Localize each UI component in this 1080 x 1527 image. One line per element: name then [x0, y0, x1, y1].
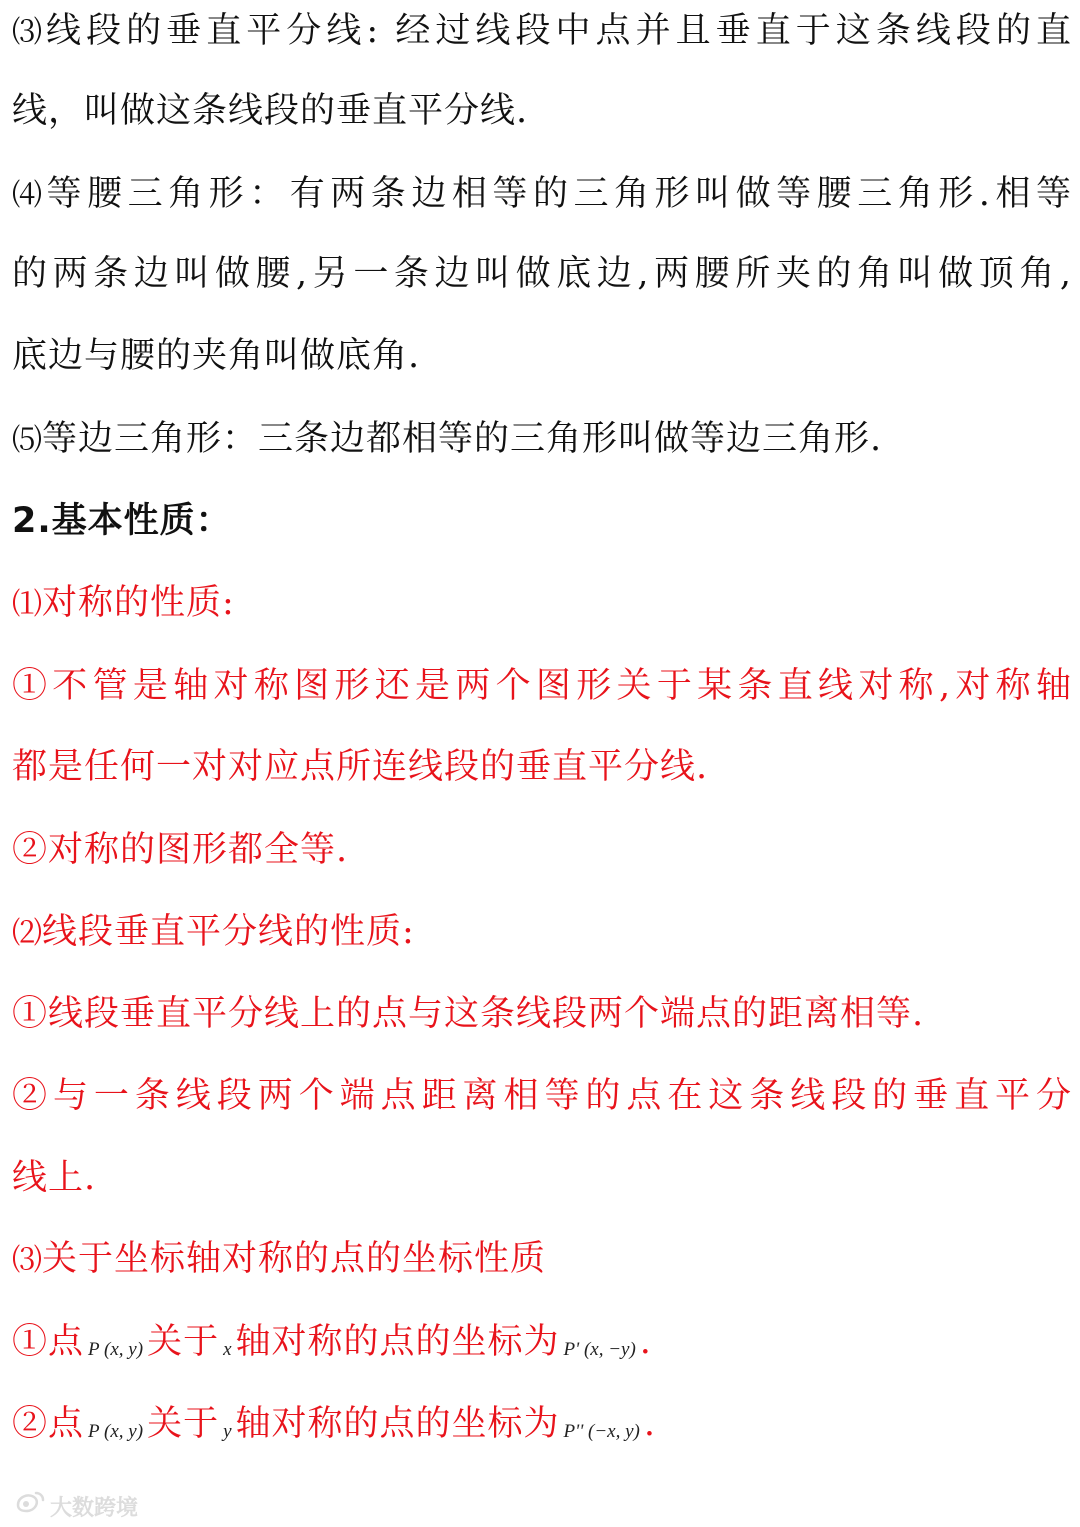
item-marker: ⑵	[12, 917, 42, 950]
item-marker: ⑸	[12, 424, 42, 457]
coordinates-point1	[12, 1317, 1072, 1375]
symmetry-point2: ②对称的图形都全等.	[12, 830, 349, 870]
bisector-title	[12, 907, 1072, 959]
math-point-p-prime: P' (x, −y)	[563, 1339, 636, 1360]
math-axis-x: x	[223, 1339, 232, 1360]
def-isosceles-line1	[12, 169, 1072, 221]
item-marker: ⑶	[12, 16, 47, 49]
bisector-point1: ①线段垂直平分线上的点与这条线段两个端点的距离相等.	[12, 994, 925, 1034]
def-perpendicular-bisector-line1	[12, 6, 1072, 58]
def-isosceles-line2: 的两条边叫做腰,另一条边叫做底边,两腰所夹的角叫做顶角,	[12, 254, 1072, 294]
text-run: ②点	[12, 1404, 85, 1444]
text-run: 轴对称的点的坐标为	[235, 1322, 560, 1362]
text-run: .	[639, 1322, 652, 1362]
text-run: ①点	[12, 1322, 85, 1362]
text-run: 关于	[147, 1404, 220, 1444]
def-perpendicular-bisector-line2: 线，叫做这条线段的垂直平分线.	[12, 91, 529, 131]
def-isosceles-line3: 底边与腰的夹角叫做底角.	[12, 336, 421, 376]
item-marker: ⑶	[12, 1244, 42, 1277]
coordinates-point2	[12, 1399, 1072, 1457]
watermark-text: 大数跨境	[50, 1495, 139, 1521]
weibo-like-logo-icon	[12, 1489, 46, 1523]
text-run: .	[643, 1404, 656, 1444]
text-run: 等腰三角形：有两条边相等的三角形叫做等腰三角形.相等	[46, 174, 1073, 214]
text-run: 关于	[147, 1322, 220, 1362]
watermark	[12, 1490, 138, 1522]
text-run: 关于坐标轴对称的点的坐标性质	[42, 1239, 547, 1279]
math-axis-y: y	[223, 1421, 232, 1442]
section-heading-basic-properties: 2.基本性质：	[12, 501, 232, 541]
text-run: 等边三角形：三条边都相等的三角形叫做等边三角形.	[42, 419, 883, 459]
symmetry-point1-line1: ①不管是轴对称图形还是两个图形关于某条直线对称,对称轴	[12, 666, 1072, 706]
text-run: 对称的性质:	[42, 583, 235, 623]
text-run: 轴对称的点的坐标为	[235, 1404, 560, 1444]
def-equilateral-line1	[12, 414, 1072, 466]
bisector-point2-line2: 线上.	[12, 1158, 97, 1198]
symmetry-title	[12, 578, 1072, 630]
symmetry-point1-line2: 都是任何一对对应点所连线段的垂直平分线.	[12, 747, 709, 787]
math-point-p-double-prime: P'' (−x, y)	[563, 1421, 640, 1442]
math-point-p: P (x, y)	[88, 1339, 144, 1360]
bisector-point2-line1: ②与一条线段两个端点距离相等的点在这条线段的垂直平分	[12, 1076, 1072, 1116]
math-point-p: P (x, y)	[88, 1421, 144, 1442]
text-run: 线段的垂直平分线: 经过线段中点并且垂直于这条线段的直	[46, 11, 1073, 51]
text-run: 线段垂直平分线的性质:	[42, 912, 415, 952]
coordinates-title	[12, 1234, 1072, 1286]
item-marker: ⑴	[12, 588, 42, 621]
item-marker: ⑷	[12, 179, 47, 212]
